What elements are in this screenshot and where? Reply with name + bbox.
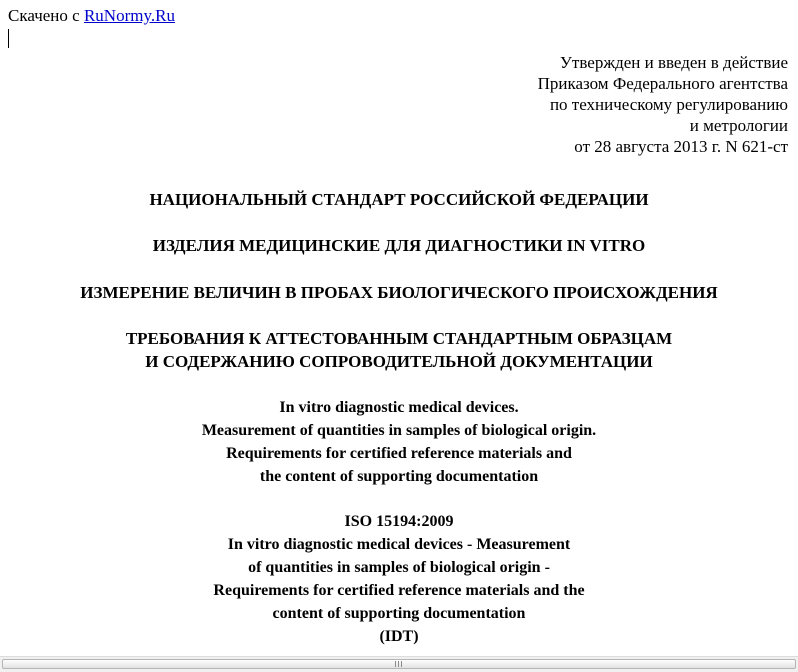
source-prefix: Скачено с (8, 6, 84, 25)
national-standard-title: НАЦИОНАЛЬНЫЙ СТАНДАРТ РОССИЙСКОЙ ФЕДЕРАЦИИ (149, 190, 649, 209)
english-title-line: Requirements for certified reference materials and (226, 445, 572, 462)
requirements-title (0, 327, 798, 373)
iso-reference-line: of quantities in samples of biological origin - (248, 559, 550, 576)
iso-reference-line: Requirements for certified reference materials and the (213, 582, 585, 599)
scrollbar-thumb[interactable] (2, 659, 796, 669)
approval-line: по техническому регулированию (549, 95, 788, 114)
text-cursor (8, 29, 9, 48)
horizontal-scrollbar[interactable] (0, 656, 798, 672)
english-title-line: In vitro diagnostic medical devices. (279, 399, 519, 416)
english-title-line: Measurement of quantities in samples of biological origin. (201, 422, 597, 439)
grip-icon (395, 661, 403, 667)
approval-line: от 28 августа 2013 г. N 621-ст (574, 137, 788, 156)
iso-reference-line: content of supporting documentation (272, 605, 526, 622)
approval-block (538, 52, 788, 157)
approval-line: и метрологии (689, 116, 788, 135)
iso-reference-line: ISO 15194:2009 (344, 513, 454, 530)
source-line (8, 6, 175, 26)
measurement-title: ИЗМЕРЕНИЕ ВЕЛИЧИН В ПРОБАХ БИОЛОГИЧЕСКОГО ПРОИСХОЖДЕНИЯ (80, 283, 718, 302)
english-title (0, 396, 798, 488)
iso-reference-line: In vitro diagnostic medical devices - Measurement (227, 536, 571, 553)
english-title-line: the content of supporting documentation (259, 468, 539, 485)
requirements-title-line: ТРЕБОВАНИЯ К АТТЕСТОВАННЫМ СТАНДАРТНЫМ ОБРАЗЦАМ (125, 329, 673, 348)
source-link[interactable]: RuNormy.Ru (83, 6, 175, 25)
iso-reference (0, 510, 798, 648)
approval-line: Приказом Федерального агентства (537, 74, 788, 93)
requirements-title-line: И СОДЕРЖАНИЮ СОПРОВОДИТЕЛЬНОЙ ДОКУМЕНТАЦИИ (145, 352, 653, 371)
approval-line: Утвержден и введен в действие (559, 53, 788, 72)
iso-reference-line: (IDT) (379, 628, 419, 645)
devices-title: ИЗДЕЛИЯ МЕДИЦИНСКИЕ ДЛЯ ДИАГНОСТИКИ IN VITRO (152, 236, 646, 255)
